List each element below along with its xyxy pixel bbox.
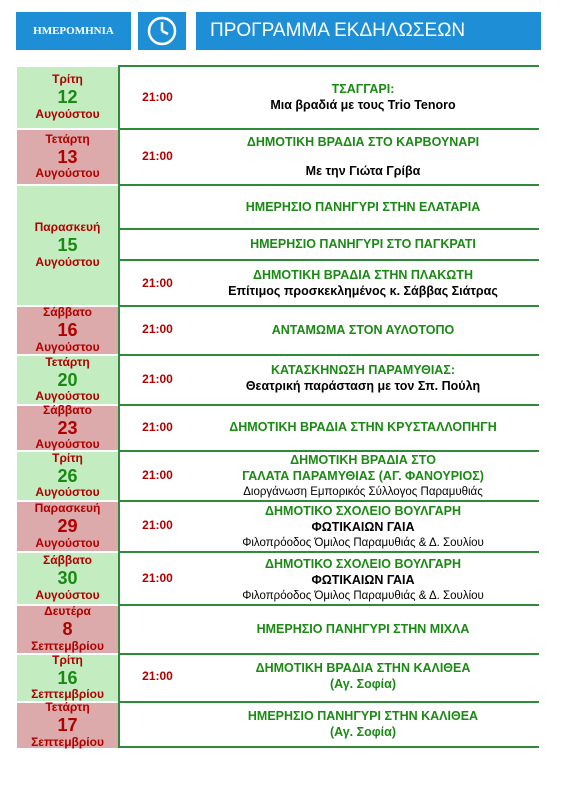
row-divider [118,228,539,230]
day-number: 29 [57,516,78,537]
date-column-header: ΗΜΕΡΟΜΗΝΙΑ [16,12,131,50]
month: Αυγούστου [35,485,100,500]
date-cell [17,452,118,500]
event [188,322,538,338]
event-time: 21:00 [142,468,173,482]
event-time: 21:00 [142,90,173,104]
month: Αυγούστου [35,437,100,452]
event-title: ΔΗΜΟΤΙΚΗ ΒΡΑΔΙΑ ΣΤΟ ΚΑΡΒΟΥΝΑΡΙ [246,135,480,149]
row-divider [118,128,539,130]
date-cell [17,652,118,702]
row-divider [118,701,539,703]
date-cell [17,700,118,749]
event [188,81,538,114]
event-title: ΗΜΕΡΗΣΙΟ ΠΑΝΗΓΥΡΙ ΣΤΟ ΠΑΓΚΡΑΤΙ [250,237,476,251]
event-title: ΓΑΛΑΤΑ ΠΑΡΑΜΥΘΙΑΣ (ΑΓ. ΦΑΝΟΥΡΙΟΣ) [242,469,484,484]
day-number: 16 [57,320,78,341]
event [188,236,538,252]
day-number: 8 [62,619,73,640]
weekday: Τετάρτη [45,700,90,715]
month: Αυγούστου [35,535,100,550]
event-organizer: Διοργάνωση Εμπορικός Σύλλογος Παραμυθιάς [243,485,483,498]
event [188,199,538,215]
table-top-border [118,65,539,67]
event-subtitle: ΦΩΤΙΚΑΙΩΝ ΓΑΙΑ [311,573,415,588]
weekday: Παρασκευή [34,501,101,516]
weekday: Δευτέρα [44,604,91,619]
event-title: ΗΜΕΡΗΣΙΟ ΠΑΝΗΓΥΡΙ ΣΤΗΝ ΕΛΑΤΑΡΙΑ [245,200,481,214]
weekday: Παρασκευή [34,220,101,235]
month: Αυγούστου [35,254,100,269]
event-subtitle: ΦΩΤΙΚΑΙΩΝ ΓΑΙΑ [311,520,415,535]
row-divider [118,354,539,356]
event-time: 21:00 [142,669,173,683]
month: Αυγούστου [35,166,100,181]
month: Αυγούστου [35,339,100,354]
event [188,708,538,741]
event [188,419,538,435]
weekday: Τρίτη [52,72,83,87]
date-cell [17,186,118,305]
month: Αυγούστου [35,106,100,121]
day-number: 13 [57,146,78,167]
event-time: 21:00 [142,571,173,585]
day-number: 16 [57,667,78,688]
event-subtitle: Με την Γιώτα Γρίβα [305,164,421,179]
weekday: Τετάρτη [45,131,90,146]
event [188,452,538,499]
month: Σεπτεμβρίου [31,638,104,653]
date-cell [17,67,118,128]
weekday: Τετάρτη [45,354,90,369]
event-subtitle: Θεατρική παράσταση με τον Σπ. Πούλη [245,379,481,394]
event [188,362,538,395]
event-title: ΗΜΕΡΗΣΙΟ ΠΑΝΗΓΥΡΙ ΣΤΗΝ ΚΑΛΙΘΕΑ [247,709,479,723]
day-number: 20 [57,369,78,390]
event-subtitle: Επίτιμος προσκεκλημένος κ. Σάββας Σιάτρας [228,284,498,299]
weekday: Τρίτη [52,652,83,667]
date-cell [17,606,118,653]
month: Σεπτεμβρίου [31,687,104,702]
day-number: 17 [57,715,78,736]
date-cell [17,356,118,404]
event-time: 21:00 [142,372,173,386]
event-time: 21:00 [142,149,173,163]
event-title: ΔΗΜΟΤΙΚΟ ΣΧΟΛΕΙΟ ΒΟΥΛΓΑΡΗ [265,504,461,518]
page-title: ΠΡΟΓΡΑΜΜΑ ΕΚΔΗΛΩΣΕΩΝ [196,12,541,50]
date-cell [17,502,118,551]
event-title: ΔΗΜΟΤΙΚΗ ΒΡΑΔΙΑ ΣΤΗΝ ΚΑΛΙΘΕΑ [255,661,471,675]
row-divider [118,404,539,406]
event [188,660,538,693]
day-number: 26 [57,465,78,486]
event-subtitle: (Αγ. Σοφία) [329,677,397,692]
day-number: 30 [57,568,78,589]
row-divider [118,305,539,307]
date-cell [17,307,118,354]
event-title: ΤΣΑΓΓΑΡΙ: [331,82,395,96]
weekday: Σάββατο [43,402,92,417]
event-time: 21:00 [142,420,173,434]
event-title: ΑΝΤΑΜΩΜΑ ΣΤΟΝ ΑΥΛΟΤΟΠΟ [271,323,455,337]
weekday: Σάββατο [43,553,92,568]
clock-icon [146,15,178,47]
day-number: 15 [57,235,78,256]
date-cell [17,553,118,604]
event-title: ΚΑΤΑΣΚΗΝΩΣΗ ΠΑΡΑΜΥΘΙΑΣ: [270,363,455,377]
month: Αυγούστου [35,389,100,404]
month: Σεπτεμβρίου [31,734,104,749]
table-divider [118,66,120,748]
row-divider [118,259,539,261]
event [188,621,538,637]
event-organizer: Φιλοπρόοδος Όμιλος Παραμυθιάς & Δ. Σουλίου [242,589,484,602]
row-divider [118,604,539,606]
event-subtitle: (Αγ. Σοφία) [329,725,397,740]
event [188,556,538,603]
event-time: 21:00 [142,276,173,290]
event-time: 21:00 [142,518,173,532]
event-title: ΔΗΜΟΤΙΚΗ ΒΡΑΔΙΑ ΣΤΗΝ ΚΡΥΣΤΑΛΛΟΠΗΓΗ [229,420,497,434]
event-title: ΔΗΜΟΤΙΚΗ ΒΡΑΔΙΑ ΣΤΟ [290,453,436,467]
row-divider [118,551,539,553]
event-subtitle: Μια βραδιά με τους Trio Tenoro [270,98,456,113]
date-cell [17,130,118,184]
event-title: ΗΜΕΡΗΣΙΟ ΠΑΝΗΓΥΡΙ ΣΤΗΝ ΜΙΧΛΑ [256,622,470,636]
event-title: ΔΗΜΟΤΙΚΟ ΣΧΟΛΕΙΟ ΒΟΥΛΓΑΡΗ [265,557,461,571]
date-cell [17,402,118,452]
event [188,267,538,300]
event-time: 21:00 [142,322,173,336]
row-divider [118,500,539,502]
event-title: ΔΗΜΟΤΙΚΗ ΒΡΑΔΙΑ ΣΤΗΝ ΠΛΑΚΩΤΗ [253,268,473,282]
weekday: Τρίτη [52,450,83,465]
row-divider [118,653,539,655]
day-number: 12 [57,87,78,108]
table-bottom-border [118,746,539,748]
weekday: Σάββατο [43,305,92,320]
day-number: 23 [57,417,78,438]
event [188,503,538,550]
event [188,134,538,180]
month: Αυγούστου [35,587,100,602]
row-divider [118,184,539,186]
clock-header-box [138,12,186,50]
event-organizer: Φιλοπρόοδος Όμιλος Παραμυθιάς & Δ. Σουλίου [242,536,484,549]
